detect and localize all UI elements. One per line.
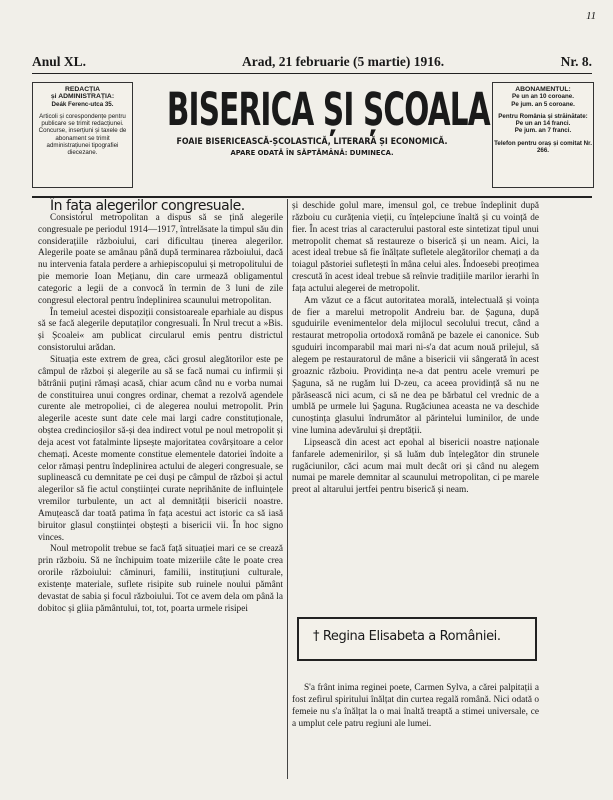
abroad-heading: Pentru România și străinătate: xyxy=(498,112,588,120)
subscription-note: Concurse, inserțiuni și taxele de abonament se trimit administrațiunei tipografiei diecezane. xyxy=(38,127,127,157)
abroad-year: Pe un an 14 franci. xyxy=(515,120,571,128)
issue-number: Nr. 8. xyxy=(560,54,592,69)
article-paragraph: Consistorul metropolitan a dispus să se țină alegerile congresuale pe periodul 1914—1917, întrelăsate la timpul său din considerațiile războiului, cari dificultau ținerea alegerilor. Alegerile poate se amânau până după terminarea războiului, dacă nu intervenia fatala perdere a arhiepiscopului și metropolitului de pie memorie Ioan Mețianu, din care urmează obligamentul categoric a legii de a convocă în termin de 3 luni de zile congresul electoral pentru îndeplinirea scaunului metropolitan. xyxy=(38,212,284,306)
newspaper-subtitle: FOAIE BISERICEASCĂ-ȘCOLASTICĂ, LITERARĂ ȘI ECONOMICĂ. xyxy=(176,136,448,146)
editorial-address: Deák Ferenc-utca 35. xyxy=(51,100,114,108)
subscription-heading: ABONAMENTUL: xyxy=(515,86,571,93)
phone-line: Telefon pentru oraș și comitat Nr. 266. xyxy=(494,139,592,155)
column-divider xyxy=(287,199,288,779)
article-paragraph: și deschide golul mare, imensul gol, ce trebue îndeplinit după războiu cu curățenia vieții, cu înțelepciune înaltă și cu voință de fier. În acest trias al caracterului pastoral este sintetizat tipul unui metropolit chemat să restaureze o biserică și un neam. Aici, la acest ideal trebue să fie înălțate sufletele alegătorilor chemați a da toiagul păstoriei sufletești în mâna celui ales. Îndoesebi preoțimea crescută în acest ideal trebue să reînvie tradițiile marilor ierarhi în fața actului alegerei de metropolit. xyxy=(292,201,539,294)
page-number-mark: 11 xyxy=(586,10,597,22)
left-column xyxy=(38,198,284,616)
editorial-heading: REDACȚIA xyxy=(64,86,101,93)
abroad-half-year: Pe jum. an 7 franci. xyxy=(514,127,572,135)
title-area xyxy=(135,76,489,194)
masthead-top-line xyxy=(32,54,592,72)
administration-heading: și ADMINISTRAȚIA: xyxy=(50,93,115,101)
issue-date: Arad, 21 februarie (5 martie) 1916. xyxy=(242,54,445,69)
masthead xyxy=(32,76,592,194)
submission-note: Articoli și corespondențe pentru publicare se trimit redacțiunei. xyxy=(39,112,126,128)
article-paragraph: Noul metropolit trebue se facă față situației mari ce se crează prin războiu. Să ne închipuim toate mizeriile câte le poate crea ororile războiului: căminuri, familii, instituțiuni culturale, existențe materiale, suflete risipite sub ruinele noului pământ devastat de sabia și focul războiului. Tot ce avem dela om până la dobitoc și gliia pământului, tot, tot, poarta urmele risipei xyxy=(38,544,283,614)
subscription-year: Pe un an 10 coroane. xyxy=(512,93,574,101)
subscription-half-year: Pe jum. an 5 coroane. xyxy=(511,100,575,108)
obituary-title: † Regina Elisabeta a României. xyxy=(313,629,501,644)
editorial-info-box xyxy=(32,82,133,188)
right-column xyxy=(292,201,539,497)
obituary-text: S'a frânt inima reginei poete, Carmen Sylva, a cărei palpitații a fost zefirul spiritului înălțat din curtea regală română. Nici odată o femeie nu s'a înălțat la o mai înaltă treaptă a stimei universale, ce a umplut cele patru regiuni ale lumei. xyxy=(292,683,539,729)
article-paragraph: Situația este extrem de grea, căci grosul alegătorilor este pe câmpul de război și alegerile au să se facă numai cu infirmii și bătrânii puțini rămași acasă, chiar acum când nu e vorba numai de constituirea unui congres ordinar, chemat a rezolvă agendele curente ale metropoliei, ci de alegerea noului metropolit. Prin alegerile aceste sunt date cele mai largi cadre constituționale, obștea credincioșilor să-și dea indirect votul pe noul metropolit și deja acest vot fatalminte lipsește majoritatea covârșitoare a celor chemați. Aceste momente constitue elementele datoriei îndoite a celor rămași pentru îndeplinirea actului de alegeri congresuale, se suplinească cu demnitate pe cei duși pe câmpul de război și actul alegerilor să fie actul conștiinței curate neprihănite de influințele vremilor turbulente, un act al demnității bisericii noastre. Amuțească dar toată patima în fața acestui act istoric ca să iasă biruitor glasul conștiinței obștești a bisericii vii. În hoc signo vinces. xyxy=(38,354,283,543)
article-paragraph: În temeiul acestei dispoziții consistoareale eparhiale au dispus să se facă alegerile deputaților congresuali. În Nrul trecut a »Bis. și Școalei« am publicat circularul emis pentru districtul consistorului arădan. xyxy=(38,307,283,354)
subscription-box xyxy=(492,82,594,188)
article-paragraph: Lipsească din acest act epohal al bisericii noastre naționale fanfarele ademenirilor, și să luăm dub înțelegător din strunele rugăciunilor, căci acum mai mult decât ori și când nu alegem numai pe marele demnitar al scaunului metropolitan, ci pe marele preot al altarului jertfei pentru biserică și neam. xyxy=(292,437,539,496)
top-rule xyxy=(32,73,592,74)
obituary-box xyxy=(297,617,537,661)
newspaper-title: BISERICA ȘI ȘCOALA xyxy=(166,84,490,136)
article-title: În fața alegerilor congresuale. xyxy=(50,198,245,214)
article-paragraph: Am văzut ce a făcut autoritatea morală, intelectuală și voința de fier a marelui metropolit Andreiu bar. de Șaguna, după sguduirile evenimentelor dela mijlocul secolului trecut, când a restaurat metropolia ortodoxă română pe bazele ei canonice. Sub sguduiri incomparabil mai mari ni-s'a dat acum nouă prilejul, să alegem pe restauratorul de mâne a bisericii vii sângerată în acest groaznic războiu. Providința ne-a dat pentru acele vremuri pe Șaguna, să ne rugăm lui D-zeu, ca aceea providință să nu ne părăsească nici acum, ci să ne dea pe bărbatul cel vrednic de a umblă pe urmele lui Șaguna. Rugăciunea aceasta ne va deschide cunoștința glasului îndrumător al părintelui luminilor, de unde vine lumina adevărului și dreptății. xyxy=(292,295,539,437)
volume-label: Anul XL. xyxy=(32,54,87,69)
obituary-text-block xyxy=(292,683,539,730)
publication-frequency: APARE ODATĂ ÎN SĂPTĂMÂNĂ: DUMINECA. xyxy=(230,149,394,157)
